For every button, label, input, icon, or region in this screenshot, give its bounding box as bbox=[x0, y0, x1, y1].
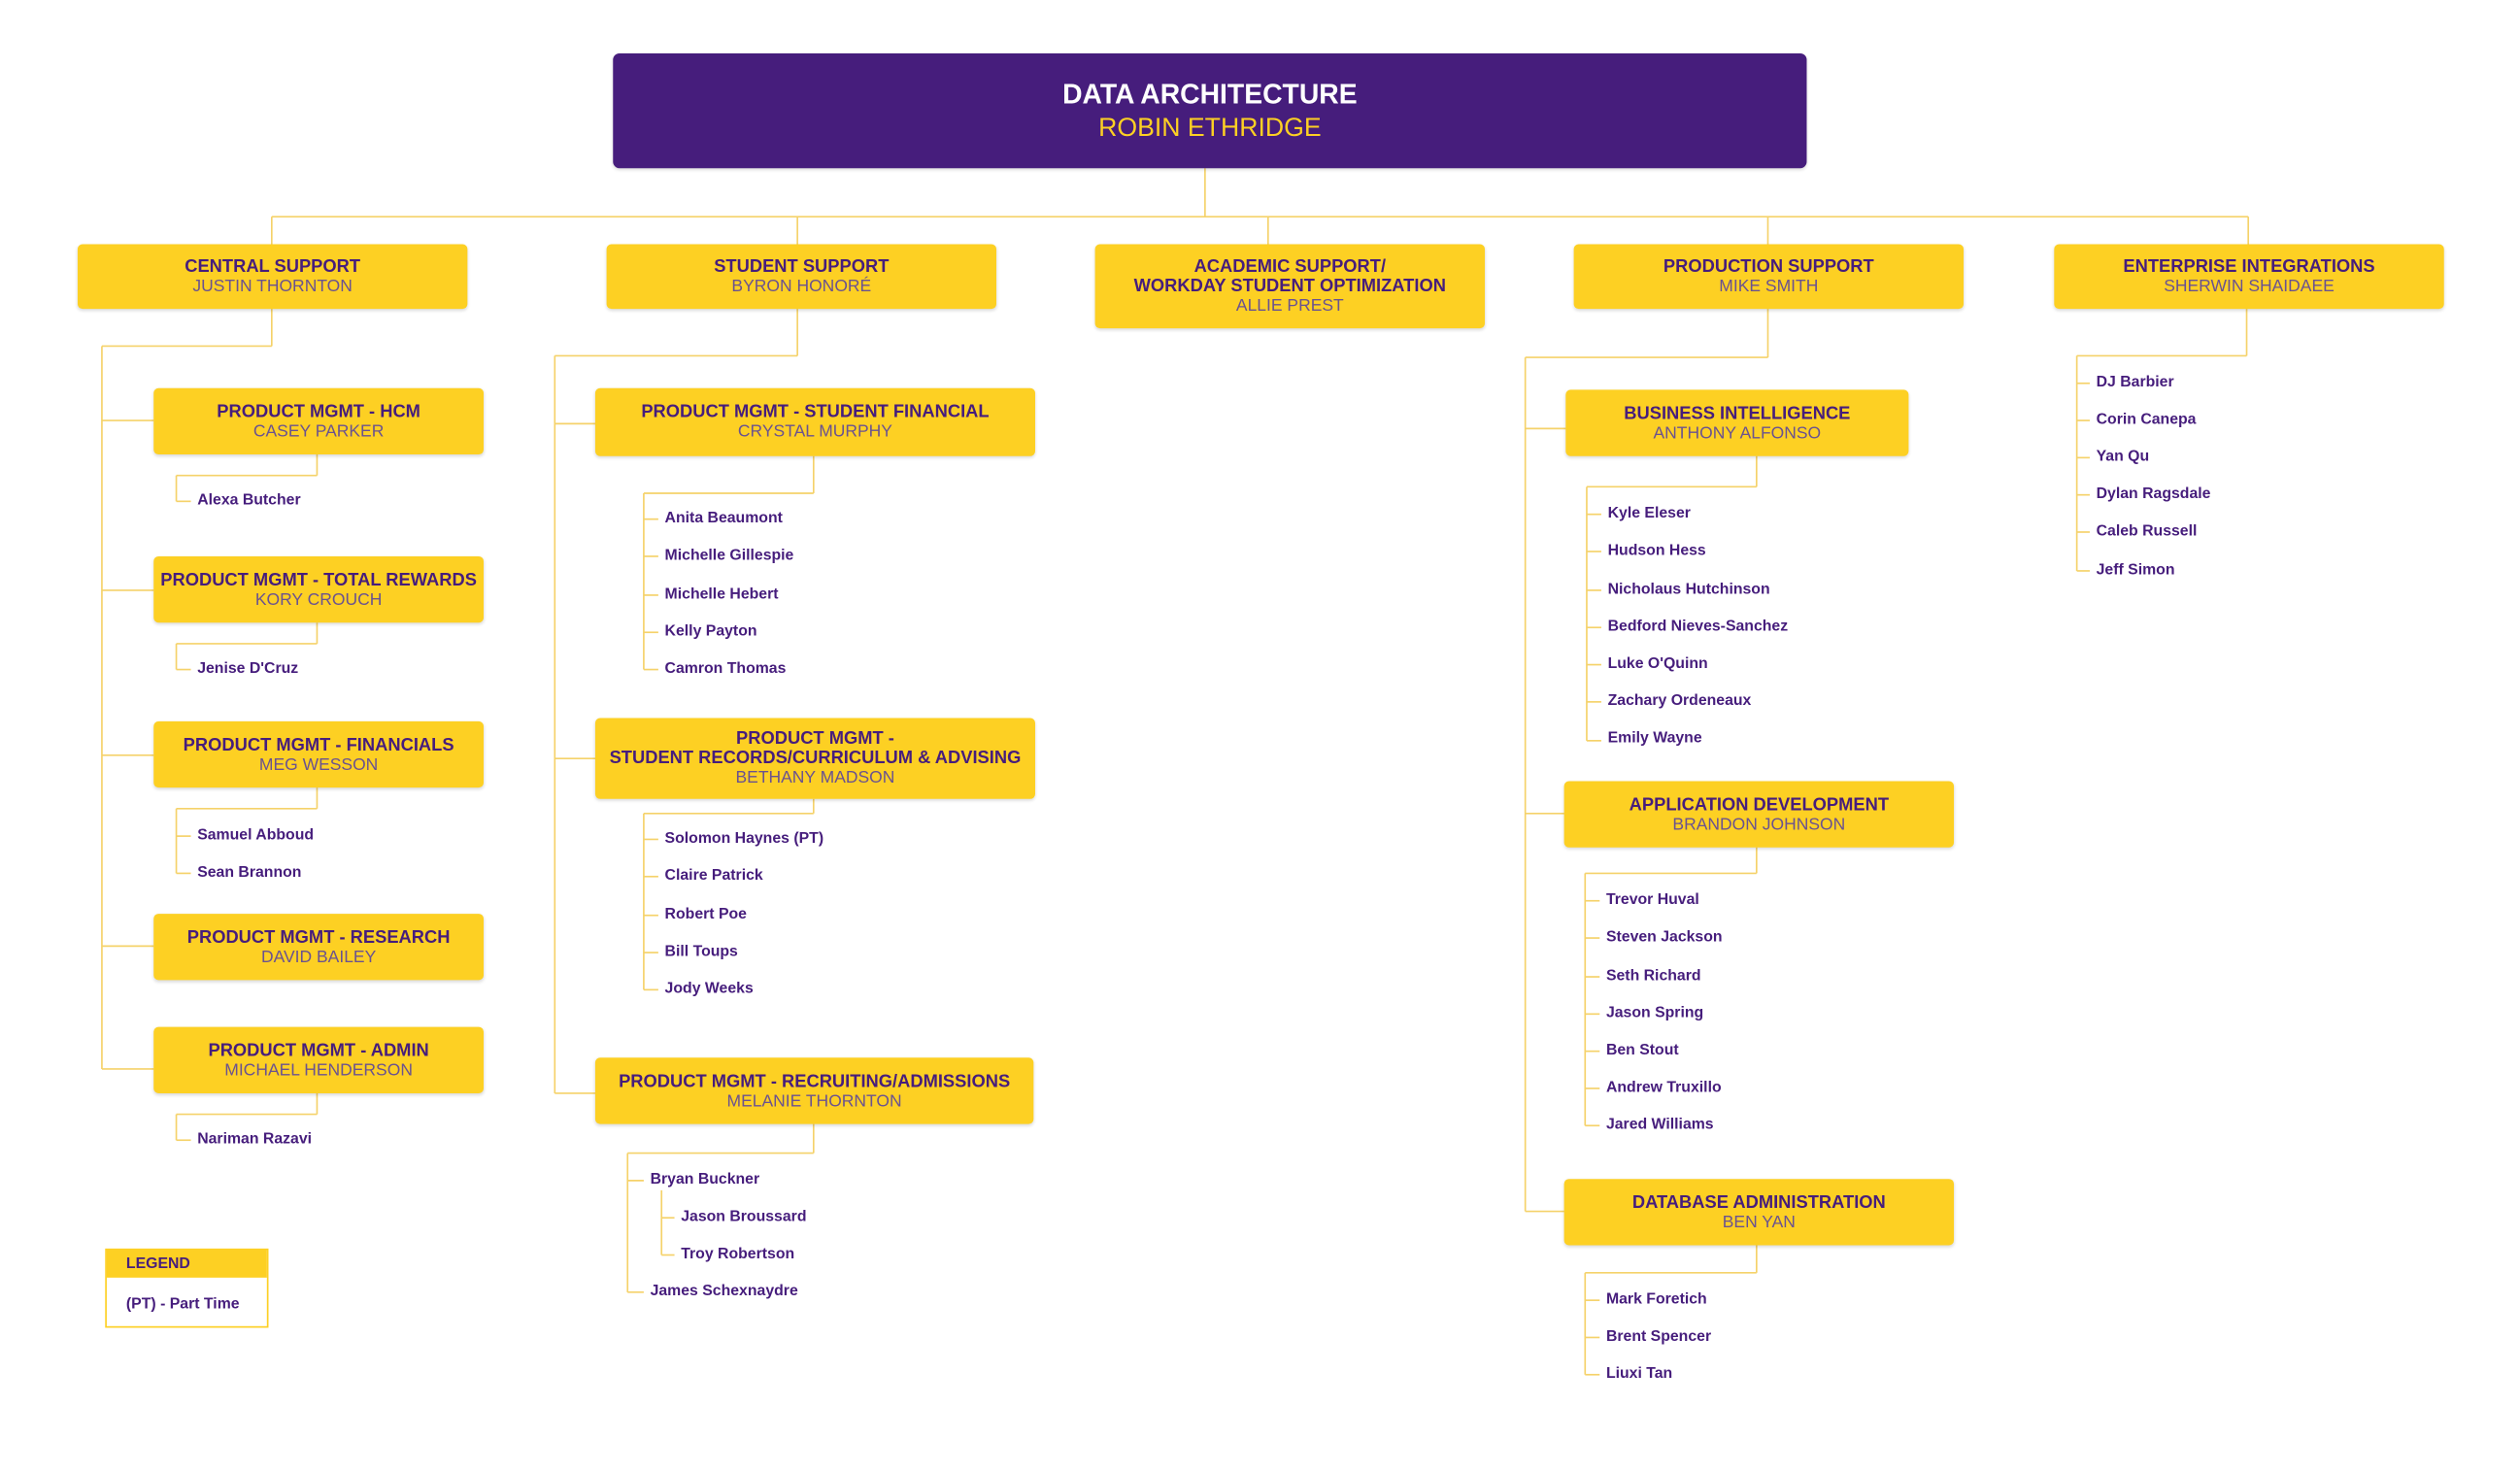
person-nicholaus-hutchinson: Nicholaus Hutchinson bbox=[1607, 580, 1770, 599]
person-dj-barbier: DJ Barbier bbox=[2096, 373, 2174, 392]
team-lead: CRYSTAL MURPHY bbox=[737, 421, 892, 442]
team-title-line2: STUDENT RECORDS/CURRICULUM & ADVISING bbox=[609, 749, 1022, 769]
person-claire-patrick: Claire Patrick bbox=[664, 866, 763, 886]
person-trevor-huval: Trevor Huval bbox=[1605, 890, 1699, 910]
dept-lead: MIKE SMITH bbox=[1719, 276, 1819, 296]
person-liuxi-tan: Liuxi Tan bbox=[1605, 1364, 1673, 1384]
legend-title: LEGEND bbox=[107, 1251, 267, 1278]
team-title: PRODUCT MGMT - STUDENT FINANCIAL bbox=[641, 402, 990, 422]
team-lead: BRANDON JOHNSON bbox=[1672, 814, 1846, 834]
person-bedford-nieves-sanchez: Bedford Nieves-Sanchez bbox=[1607, 618, 1789, 636]
person-samuel-abboud: Samuel Abboud bbox=[197, 826, 315, 845]
team-title: PRODUCT MGMT - bbox=[736, 729, 894, 750]
team-title: DATABASE ADMINISTRATION bbox=[1631, 1192, 1886, 1213]
team-title: PRODUCT MGMT - RECRUITING/ADMISSIONS bbox=[619, 1071, 1011, 1091]
person-seth-richard: Seth Richard bbox=[1605, 967, 1701, 986]
team-lead: BETHANY MADSON bbox=[735, 768, 895, 788]
person-jason-spring: Jason Spring bbox=[1605, 1004, 1704, 1022]
team-pm-student-financial bbox=[595, 388, 1035, 456]
dept-lead: BYRON HONORÉ bbox=[731, 276, 872, 296]
team-title: BUSINESS INTELLIGENCE bbox=[1624, 403, 1851, 423]
dept-academic-support bbox=[1095, 245, 1485, 329]
team-application-development bbox=[1564, 781, 1954, 847]
dept-title: ENTERPRISE INTEGRATIONS bbox=[2123, 256, 2375, 277]
person-troy-robertson: Troy Robertson bbox=[681, 1245, 795, 1263]
person-james-schexnaydre: James Schexnaydre bbox=[650, 1282, 798, 1301]
team-lead: DAVID BAILEY bbox=[260, 947, 377, 967]
dept-title: ACADEMIC SUPPORT/ bbox=[1193, 256, 1387, 277]
person-kyle-eleser: Kyle Eleser bbox=[1607, 504, 1691, 522]
team-lead: ANTHONY ALFONSO bbox=[1653, 422, 1822, 443]
team-lead: MEG WESSON bbox=[258, 754, 379, 774]
person-jenise-dcruz: Jenise D'Cruz bbox=[197, 659, 299, 678]
dept-title: CENTRAL SUPPORT bbox=[185, 256, 361, 277]
person-michelle-gillespie: Michelle Gillespie bbox=[664, 546, 794, 565]
team-pm-admin bbox=[153, 1027, 484, 1093]
team-lead: KORY CROUCH bbox=[254, 589, 383, 610]
person-yan-qu: Yan Qu bbox=[2096, 448, 2150, 466]
person-zachary-ordeneaux: Zachary Ordeneaux bbox=[1607, 691, 1752, 711]
dept-title-line2: WORKDAY STUDENT OPTIMIZATION bbox=[1133, 276, 1446, 296]
person-anita-beaumont: Anita Beaumont bbox=[664, 509, 783, 527]
team-title: PRODUCT MGMT - HCM bbox=[217, 401, 420, 421]
person-kelly-payton: Kelly Payton bbox=[664, 622, 757, 641]
root-name: ROBIN ETHRIDGE bbox=[1098, 114, 1322, 142]
person-camron-thomas: Camron Thomas bbox=[664, 659, 787, 678]
team-business-intelligence bbox=[1565, 389, 1908, 455]
person-jared-williams: Jared Williams bbox=[1605, 1116, 1714, 1134]
root-title: DATA ARCHITECTURE bbox=[1062, 78, 1358, 110]
dept-lead: ALLIE PREST bbox=[1235, 295, 1344, 316]
person-robert-poe: Robert Poe bbox=[664, 905, 747, 924]
person-steven-jackson: Steven Jackson bbox=[1605, 928, 1723, 947]
team-lead: CASEY PARKER bbox=[252, 420, 385, 441]
team-title: PRODUCT MGMT - RESEARCH bbox=[186, 927, 451, 948]
person-emily-wayne: Emily Wayne bbox=[1607, 729, 1702, 748]
root-box bbox=[613, 53, 1806, 168]
dept-lead: JUSTIN THORNTON bbox=[192, 276, 353, 296]
team-pm-research bbox=[153, 914, 484, 980]
person-hudson-hess: Hudson Hess bbox=[1607, 541, 1706, 560]
person-alexa-butcher: Alexa Butcher bbox=[197, 491, 301, 510]
person-luke-oquinn: Luke O'Quinn bbox=[1607, 654, 1708, 673]
person-mark-foretich: Mark Foretich bbox=[1605, 1290, 1707, 1309]
person-jason-broussard: Jason Broussard bbox=[681, 1208, 807, 1226]
dept-title: STUDENT SUPPORT bbox=[714, 256, 890, 277]
team-lead: MELANIE THORNTON bbox=[726, 1090, 902, 1111]
dept-production-support bbox=[1574, 245, 1964, 310]
person-michelle-hebert: Michelle Hebert bbox=[664, 585, 779, 604]
team-pm-financials bbox=[153, 721, 484, 787]
team-pm-hcm bbox=[153, 388, 484, 454]
team-title: PRODUCT MGMT - FINANCIALS bbox=[183, 735, 454, 755]
team-lead: MICHAEL HENDERSON bbox=[224, 1059, 413, 1080]
team-database-administration bbox=[1564, 1179, 1954, 1245]
dept-student-support bbox=[607, 245, 996, 310]
dept-lead: SHERWIN SHAIDAEE bbox=[2164, 276, 2335, 296]
person-brent-spencer: Brent Spencer bbox=[1605, 1327, 1712, 1346]
person-dylan-ragsdale: Dylan Ragsdale bbox=[2096, 485, 2211, 504]
person-sean-brannon: Sean Brannon bbox=[197, 863, 302, 882]
team-title: PRODUCT MGMT - TOTAL REWARDS bbox=[160, 570, 477, 590]
dept-enterprise-integrations bbox=[2054, 245, 2443, 310]
dept-title: PRODUCTION SUPPORT bbox=[1663, 256, 1874, 277]
person-bill-toups: Bill Toups bbox=[664, 943, 738, 961]
team-lead: BEN YAN bbox=[1722, 1212, 1796, 1232]
team-pm-recruiting bbox=[595, 1057, 1033, 1123]
person-nariman-razavi: Nariman Razavi bbox=[197, 1130, 313, 1149]
person-jody-weeks: Jody Weeks bbox=[664, 980, 754, 998]
team-pm-student-records bbox=[595, 719, 1035, 799]
legend-text: (PT) - Part Time bbox=[125, 1295, 240, 1314]
dept-central-support bbox=[78, 245, 467, 310]
person-ben-stout: Ben Stout bbox=[1605, 1041, 1679, 1059]
team-title: APPLICATION DEVELOPMENT bbox=[1629, 794, 1890, 815]
team-pm-total-rewards bbox=[153, 556, 484, 622]
legend bbox=[105, 1249, 268, 1328]
person-andrew-truxillo: Andrew Truxillo bbox=[1605, 1078, 1722, 1097]
person-solomon-haynes: Solomon Haynes (PT) bbox=[664, 829, 824, 848]
person-caleb-russell: Caleb Russell bbox=[2096, 521, 2198, 541]
person-jeff-simon: Jeff Simon bbox=[2096, 560, 2175, 580]
team-title: PRODUCT MGMT - ADMIN bbox=[208, 1040, 429, 1060]
person-corin-canepa: Corin Canepa bbox=[2096, 411, 2197, 429]
person-bryan-buckner: Bryan Buckner bbox=[650, 1170, 760, 1189]
